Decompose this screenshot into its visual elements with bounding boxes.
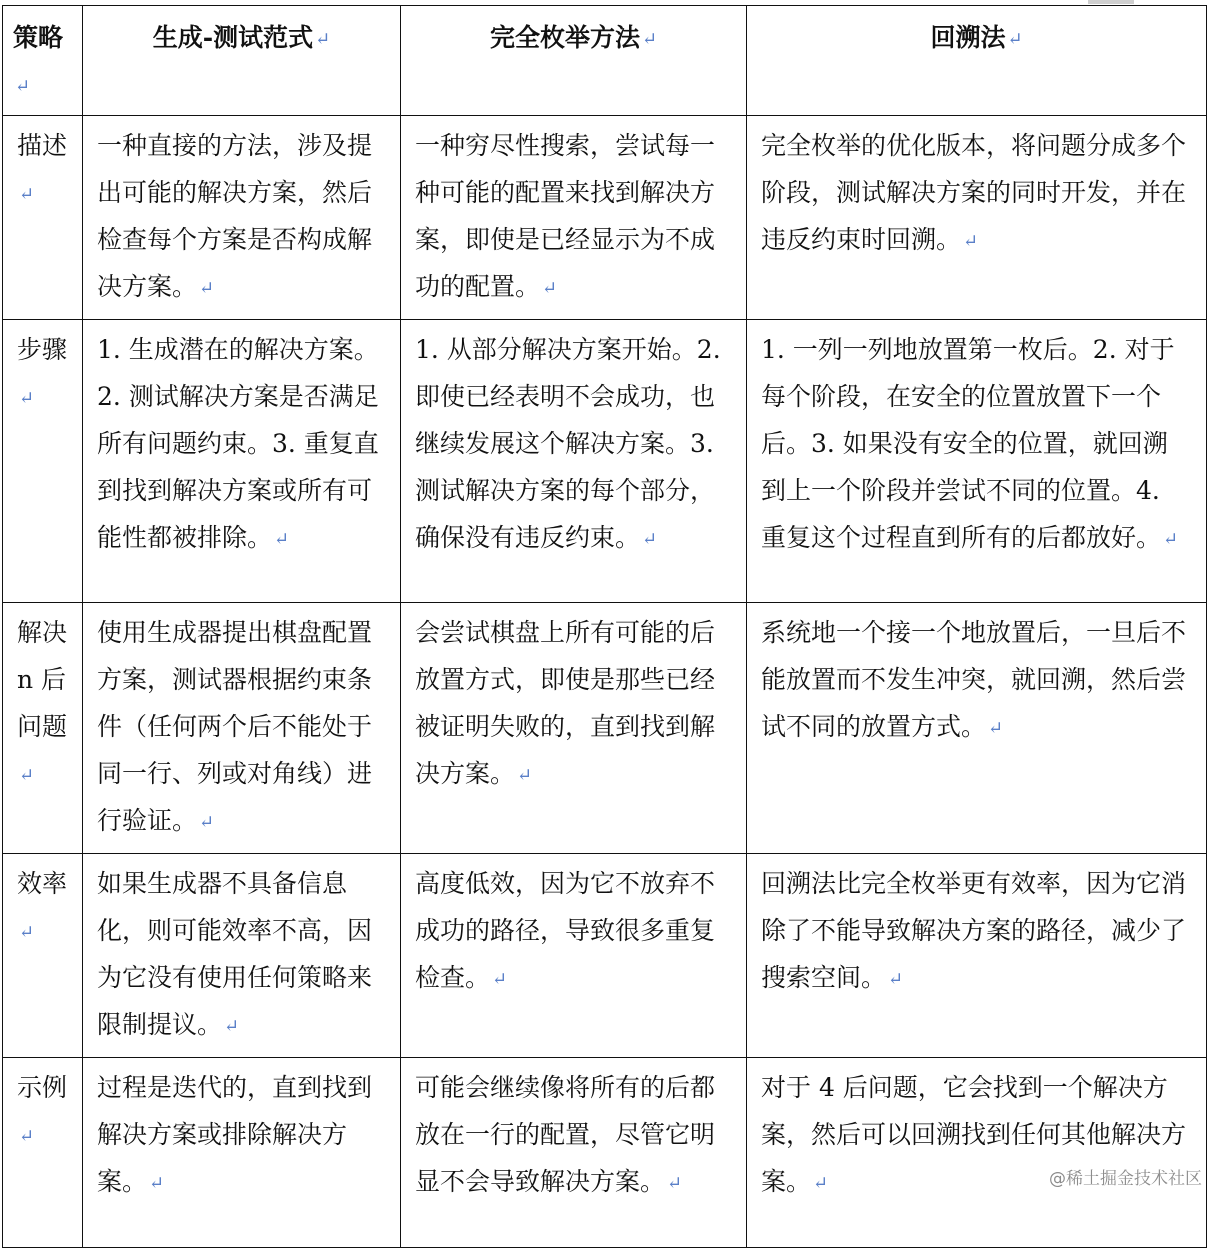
paragraph-mark-icon: ↵ xyxy=(19,765,35,786)
row-label-cell xyxy=(3,854,83,1058)
paragraph-mark-icon: ↵ xyxy=(542,278,558,299)
table-cell xyxy=(401,320,747,603)
table-cell xyxy=(747,603,1207,854)
cell-text: 对于 4 后问题，它会找到一个解决方案，然后可以回溯找到任何其他解决方案。 xyxy=(761,1073,1187,1196)
cell-text: 高度低效，因为它不放弃不成功的路径，导致很多重复检查。 xyxy=(415,869,716,992)
paragraph-mark-icon: ↵ xyxy=(315,29,331,50)
header-cell-strategy xyxy=(3,6,83,116)
table-cell xyxy=(401,1058,747,1248)
paragraph-mark-icon: ↵ xyxy=(642,529,658,550)
header-label: 生成-测试范式 xyxy=(152,23,314,52)
table-row-n-queens xyxy=(3,603,1207,854)
paragraph-mark-icon: ↵ xyxy=(1163,529,1179,550)
header-cell-enumeration xyxy=(401,6,747,116)
paragraph-mark-icon: ↵ xyxy=(19,388,35,409)
row-label-cell xyxy=(3,116,83,320)
paragraph-mark-icon: ↵ xyxy=(224,1016,240,1037)
paragraph-mark-icon: ↵ xyxy=(19,922,35,943)
table-cell xyxy=(747,116,1207,320)
watermark: @稀土掘金技术社区 xyxy=(1049,1169,1202,1189)
table-row-efficiency xyxy=(3,854,1207,1058)
table-cell xyxy=(401,603,747,854)
cell-text: 回溯法比完全枚举更有效率，因为它消除了不能导致解决方案的路径，减少了搜索空间。 xyxy=(761,869,1187,992)
paragraph-mark-icon: ↵ xyxy=(15,76,31,97)
paragraph-mark-icon: ↵ xyxy=(19,1126,35,1147)
document-body xyxy=(2,5,1207,1248)
paragraph-mark-icon: ↵ xyxy=(199,812,215,833)
row-label: 步骤 xyxy=(17,335,68,364)
row-label-cell xyxy=(3,603,83,854)
paragraph-mark-icon: ↵ xyxy=(19,184,35,205)
cell-text: 会尝试棋盘上所有可能的后放置方式，即使是那些已经被证明失败的，直到找到解决方案。 xyxy=(415,618,716,788)
cell-text: 一种直接的方法，涉及提出可能的解决方案，然后检查每个方案是否构成解决方案。 xyxy=(97,131,373,301)
table-cell xyxy=(83,603,401,854)
table-cell xyxy=(83,320,401,603)
paragraph-mark-icon: ↵ xyxy=(667,1173,683,1194)
table-header-row xyxy=(3,6,1207,116)
header-label: 完全枚举方法 xyxy=(489,23,640,52)
header-label: 回溯法 xyxy=(930,23,1006,52)
paragraph-mark-icon: ↵ xyxy=(149,1173,165,1194)
row-label: 解决 n 后问题 xyxy=(17,618,68,741)
table-cell xyxy=(401,116,747,320)
row-label: 示例 xyxy=(17,1073,68,1102)
cell-text: 1. 一列一列地放置第一枚后。2. 对于每个阶段，在安全的位置放置下一个后。3. 如果没有安全的位置，就回溯到上一个阶段并尝试不同的位置。4. 重复这个过程直到所有的后都放好。 xyxy=(761,335,1175,552)
cell-text: 可能会继续像将所有的后都放在一行的配置，尽管它明显不会导致解决方案。 xyxy=(415,1073,716,1196)
comparison-table xyxy=(2,5,1207,1248)
table-cell xyxy=(401,854,747,1058)
paragraph-mark-icon: ↵ xyxy=(517,765,533,786)
cell-text: 一种穷尽性搜索，尝试每一种可能的配置来找到解决方案，即使是已经显示为不成功的配置。 xyxy=(415,131,716,301)
paragraph-mark-icon: ↵ xyxy=(813,1173,829,1194)
table-cell xyxy=(83,1058,401,1248)
paragraph-mark-icon: ↵ xyxy=(274,529,290,550)
table-cell xyxy=(83,854,401,1058)
table-cell xyxy=(747,320,1207,603)
cell-text: 过程是迭代的，直到找到解决方案或排除解决方案。 xyxy=(97,1073,373,1196)
table-row-example xyxy=(3,1058,1207,1248)
row-label-cell xyxy=(3,320,83,603)
paragraph-mark-icon: ↵ xyxy=(988,718,1004,739)
cell-text: 1. 生成潜在的解决方案。2. 测试解决方案是否满足所有问题约束。3. 重复直到找到解决方案或所有可能性都被排除。 xyxy=(97,335,379,552)
header-cell-generate-test xyxy=(83,6,401,116)
paragraph-mark-icon: ↵ xyxy=(888,969,904,990)
table-row-description xyxy=(3,116,1207,320)
table-row-steps xyxy=(3,320,1207,603)
cell-text: 系统地一个接一个地放置后，一旦后不能放置而不发生冲突，就回溯，然后尝试不同的放置方式。 xyxy=(761,618,1187,741)
paragraph-mark-icon: ↵ xyxy=(963,231,979,252)
table-cell xyxy=(83,116,401,320)
paragraph-mark-icon: ↵ xyxy=(1007,29,1023,50)
paragraph-mark-icon: ↵ xyxy=(199,278,215,299)
cell-text: 使用生成器提出棋盘配置方案，测试器根据约束条件（任何两个后不能处于同一行、列或对角线）进行验证。 xyxy=(97,618,373,835)
paragraph-mark-icon: ↵ xyxy=(641,29,658,50)
cell-text: 1. 从部分解决方案开始。2. 即使已经表明不会成功，也继续发展这个解决方案。3. 测试解决方案的每个部分，确保没有违反约束。 xyxy=(415,335,721,552)
paragraph-mark-icon: ↵ xyxy=(492,969,508,990)
cell-text: 如果生成器不具备信息化，则可能效率不高，因为它没有使用任何策略来限制提议。 xyxy=(97,869,373,1039)
row-label: 效率 xyxy=(17,869,68,898)
header-cell-backtracking xyxy=(747,6,1207,116)
row-label: 描述 xyxy=(17,131,68,160)
cell-text: 完全枚举的优化版本，将问题分成多个阶段，测试解决方案的同时开发，并在违反约束时回溯。 xyxy=(761,131,1187,254)
scrollbar-fragment xyxy=(1088,0,1134,4)
table-cell xyxy=(747,854,1207,1058)
row-label-cell xyxy=(3,1058,83,1248)
header-label-strategy: 策略 xyxy=(13,23,64,52)
table-cell xyxy=(747,1058,1207,1248)
